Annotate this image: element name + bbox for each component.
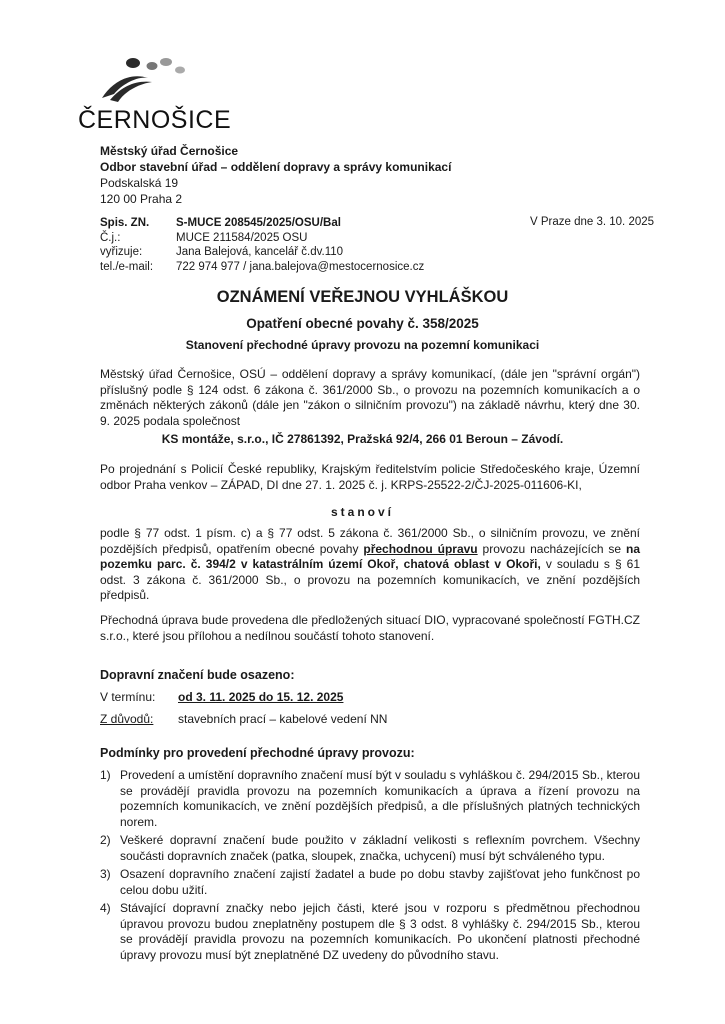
spis-label: Spis. ZN. bbox=[100, 217, 150, 229]
decision-emphasis: přechodnou úpravu bbox=[363, 541, 478, 556]
item-text: Veškeré dopravní značení bude použito v základní velikosti s reflexním povrchem. Všechny součásti dopravních značek (patka, sloupek, značka, uchycení) musí být schváleného typu. bbox=[120, 833, 640, 863]
term-row bbox=[100, 690, 343, 704]
item-number: 4) bbox=[100, 901, 111, 915]
office-department: Odbor stavební úřad – oddělení dopravy a správy komunikací bbox=[100, 160, 452, 174]
term-value: od 3. 11. 2025 do 15. 12. 2025 bbox=[178, 690, 344, 704]
item-number: 1) bbox=[100, 768, 111, 782]
reason-value: stavebních prací – kabelové vedení NN bbox=[178, 712, 388, 726]
item-text: Osazení dopravního značení zajistí žadatel a bude po dobu stavby zajišťovat jeho funkčnost po celou dobu užití. bbox=[120, 867, 640, 897]
list-item bbox=[100, 833, 640, 864]
item-number: 3) bbox=[100, 867, 111, 881]
document-date: V Praze dne 3. 10. 2025 bbox=[530, 216, 655, 228]
implementation-paragraph: Přechodná úprava bude provedena dle předložených situací DIO, vypracované společností FGTH.CZ s.r.o., které jsou přílohou a nedílnou součástí tohoto stanovení. bbox=[100, 613, 640, 643]
decision-location: na pozemku parc. č. 394/2 v katastrálním území Okoř, chatová oblast v Okoři, bbox=[100, 541, 641, 571]
decision-part3: v souladu s § 61 odst. 3 zákona č. 361/2000 Sb., o provozu na pozemních komunikacích, ve znění pozdějších předpisů. bbox=[100, 557, 640, 602]
logo-text: ČERNOŠICE bbox=[78, 106, 232, 134]
item-text: Stávající dopravní značky nebo jejich části, které jsou v rozporu s předmětnou přechodnou úpravou provozu budou zneplatněny postupem dle § 3 odst. 8 vyhlášky č. 294/2015 Sb., kterou se provádějí pravidla provozu na pozemních komunikacích. Po ukončení platnosti přechodné úpravy provozu musí být zneplatněné DZ uvedeny do původního stavu. bbox=[120, 901, 640, 962]
list-item bbox=[100, 901, 640, 963]
decision-paragraph bbox=[100, 526, 640, 604]
applicant-line: KS montáže, s.r.o., IČ 27861392, Pražská 92/4, 266 01 Beroun – Závodí. bbox=[161, 432, 564, 446]
conditions-list bbox=[100, 768, 640, 963]
intro-paragraph: Městský úřad Černošice, OSÚ – oddělení dopravy a správy komunikací, (dále jen "správní orgán") příslušný podle § 124 odst. 6 zákona č. 361/2000 Sb., o provozu na pozemních komunikacích a o změnách některých zákonů (dále jen "zákon o silničním provozu") na základě návrhu, který dne 30. 9. 2025 podala společnost bbox=[100, 367, 640, 428]
reason-row bbox=[100, 712, 387, 726]
cj-label: Č.j.: bbox=[100, 231, 121, 244]
item-text: Provedení a umístění dopravního značení musí být v souladu s vyhláškou č. 294/2015 Sb., kterou se provádějí pravidla provozu na pozemních komunikacích a úprava a řízení provozu na pozemních komunikacích, ve znění pozdějších předpisů, a dle příslušných platných technických norem. bbox=[120, 768, 640, 829]
vyrizuje-label: vyřizuje: bbox=[100, 246, 143, 258]
conditions-heading: Podmínky pro provedení přechodné úpravy provozu: bbox=[100, 746, 415, 760]
term-label: V termínu: bbox=[100, 690, 156, 704]
cernosice-logo-mark bbox=[100, 48, 200, 106]
item-number: 2) bbox=[100, 833, 111, 847]
subject-heading: Stanovení přechodné úpravy provozu na pozemní komunikaci bbox=[185, 338, 540, 352]
office-address bbox=[100, 143, 451, 207]
decision-part1: podle § 77 odst. 1 písm. c) a § 77 odst. 5 zákona č. 361/2000 Sb., o silničním provozu, ve znění pozdějších předpisů, opatřením obecné povahy bbox=[100, 526, 640, 556]
cj-value: MUCE 211584/2025 OSU bbox=[176, 231, 308, 244]
spis-value: S-MUCE 208545/2025/OSU/Bal bbox=[176, 217, 341, 229]
page-subtitle: Opatření obecné povahy č. 358/2025 bbox=[246, 316, 479, 331]
list-item bbox=[100, 768, 640, 830]
office-street: Podskalská 19 bbox=[100, 176, 179, 190]
police-paragraph: Po projednání s Policií České republiky, Krajským ředitelstvím policie Středočeského kraje, Územní odbor Praha venkov – ZÁPAD, DI dne 27. 1. 2025 č. j. KRPS-25522-2/ČJ-2025-011606-KI, bbox=[100, 462, 640, 492]
file-metadata bbox=[100, 216, 424, 274]
vyrizuje-value: Jana Balejová, kancelář č.dv.110 bbox=[176, 246, 344, 258]
tel-label: tel./e-mail: bbox=[100, 260, 154, 273]
page-title: OZNÁMENÍ VEŘEJNOU VYHLÁŠKOU bbox=[216, 288, 509, 306]
reason-label: Z důvodů: bbox=[100, 712, 154, 726]
office-name: Městský úřad Černošice bbox=[100, 144, 239, 158]
list-item bbox=[100, 867, 640, 898]
tel-value: 722 974 977 / jana.balejova@mestocernosice.cz bbox=[176, 260, 425, 273]
stanovi-heading: stanoví bbox=[330, 505, 394, 519]
placement-heading: Dopravní značení bude osazeno: bbox=[100, 668, 295, 682]
decision-part2: provozu nacházejících se bbox=[477, 541, 626, 556]
office-city: 120 00 Praha 2 bbox=[100, 192, 183, 206]
